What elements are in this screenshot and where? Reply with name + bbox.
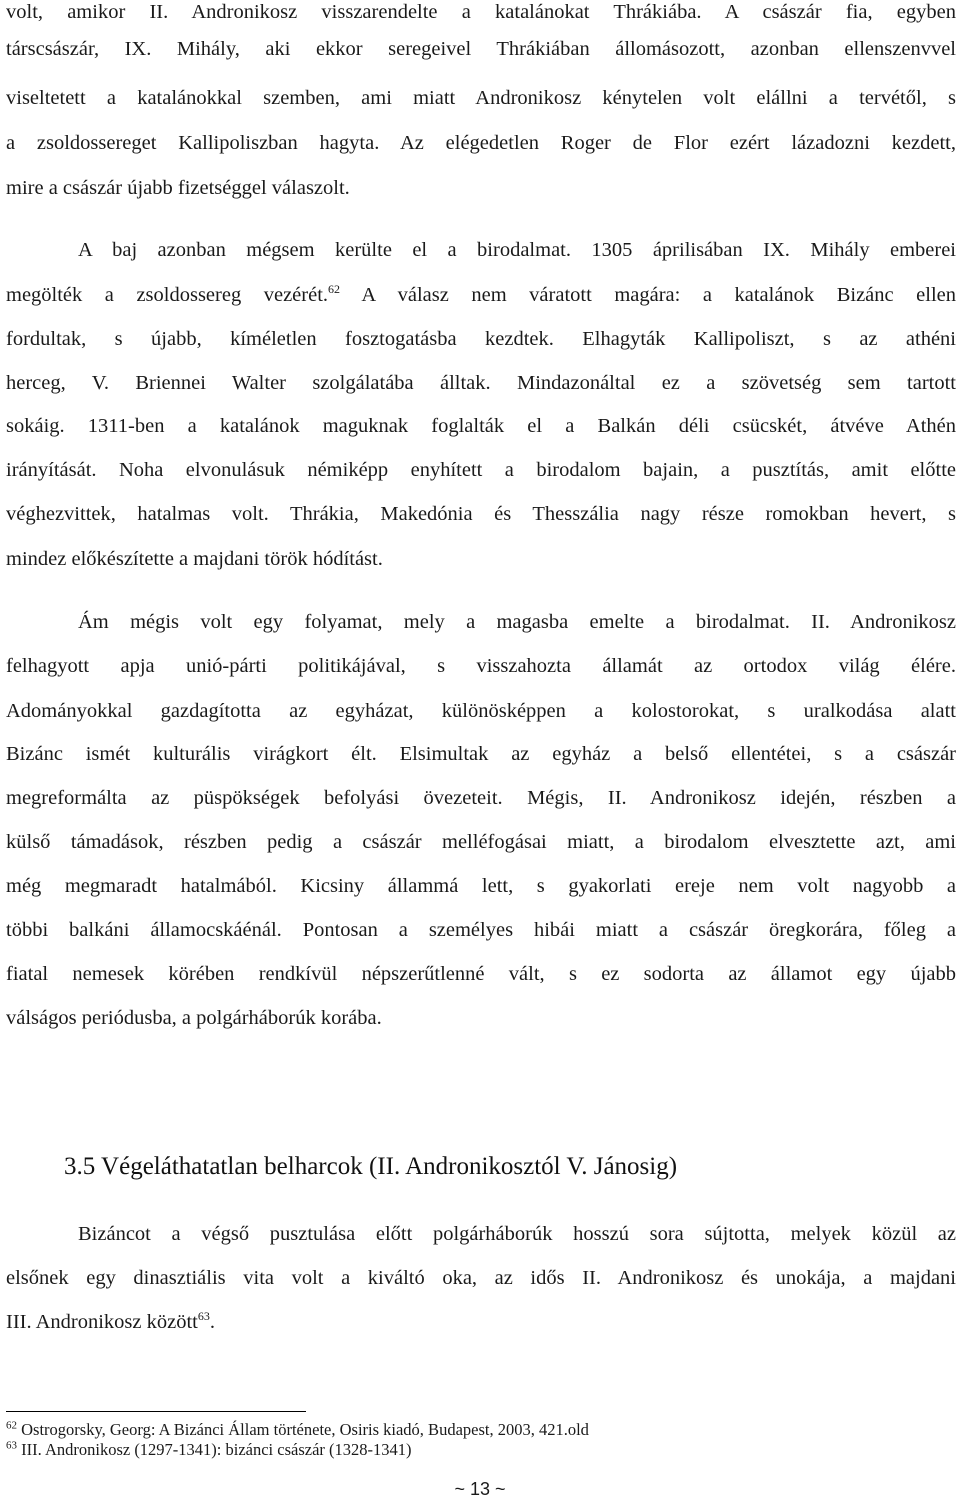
text-line: Adományokkal gazdagította az egyházat, különösképpen a kolostorokat, s uralkodása alatt <box>6 700 956 722</box>
section-heading: 3.5 Végeláthatatlan belharcok (II. Andronikosztól V. Jánosig) <box>64 1153 678 1180</box>
text-line: válságos periódusba, a polgárháborúk korába. <box>6 1007 382 1029</box>
footnote-ref-62[interactable]: 62 <box>328 282 341 297</box>
page-number: ~ 13 ~ <box>454 1479 506 1499</box>
footnote-text: III. Andronikosz (1297-1341): bizánci császár (1328-1341) <box>17 1440 412 1459</box>
footnote-62 <box>6 1420 589 1440</box>
text-line-with-footnote-ref <box>6 1310 956 1334</box>
text-line: viseltetett a katalánokkal szemben, ami miatt Andronikosz kénytelen volt elállni a tervétől, s <box>6 87 956 109</box>
text-line: volt, amikor II. Andronikosz visszarendelte a katalánokat Thrákiába. A császár fia, egyben <box>6 1 956 23</box>
text-line: elsőnek egy dinasztiális vita volt a kiváltó oka, az idős II. Andronikosz és unokája, a majdani <box>6 1267 956 1289</box>
text-span: III. Andronikosz között <box>6 1311 198 1333</box>
text-line: irányítását. Noha elvonulásuk némiképp enyhített a birodalom bajain, a pusztítás, amit előtte <box>6 459 956 481</box>
text-line: véghezvittek, hatalmas volt. Thrákia, Makedónia és Thesszália nagy része romokban hevert, s <box>6 503 956 525</box>
text-line: a zsoldossereget Kallipoliszban hagyta. Az elégedetlen Roger de Flor ezért lázadozni kezdett, <box>6 132 956 154</box>
text-line: még megmaradt hatalmából. Kicsiny állammá lett, s gyakorlati ereje nem volt nagyobb a <box>6 875 956 897</box>
text-line: A baj azonban mégsem kerülte el a birodalmat. 1305 áprilisában IX. Mihály emberei <box>78 239 956 261</box>
text-line: többi balkáni államocskáénál. Pontosan a személyes hibái miatt a császár öregkorára, főleg a <box>6 919 956 941</box>
footnote-text: Ostrogorsky, Georg: A Bizánci Állam története, Osiris kiadó, Budapest, 2003, 421.old <box>17 1420 589 1439</box>
text-line: fiatal nemesek körében rendkívül népszerűtlenné vált, s ez sodorta az államot egy újabb <box>6 963 956 985</box>
text-span: . <box>209 1311 215 1333</box>
text-span: megölték a zsoldossereg vezérét. <box>6 284 329 306</box>
text-line: fordultak, s újabb, kíméletlen fosztogatásba kezdtek. Elhagyták Kallipoliszt, s az athéni <box>6 328 956 350</box>
text-line: megreformálta az püspökségek befolyási övezeteit. Mégis, II. Andronikosz idején, részben a <box>6 787 956 809</box>
text-line: társcsászár, IX. Mihály, aki ekkor seregeivel Thrákiában állomásozott, azonban ellenszenvvel <box>6 38 956 60</box>
text-line: herceg, V. Briennei Walter szolgálatába álltak. Mindazonáltal ez a szövetség sem tartott <box>6 372 956 394</box>
text-line: Bizánc ismét kulturális virágkort élt. Elsimultak az egyház a belső ellentétei, s a császár <box>6 743 956 765</box>
text-line: sokáig. 1311-ben a katalánok maguknak foglalták el a Balkán déli csücskét, átvéve Athén <box>6 415 956 437</box>
text-span: A válasz nem váratott magára: a katalánok Bizánc ellen <box>340 284 956 306</box>
text-line: felhagyott apja unió-párti politikájával, s visszahozta államát az ortodox világ élére. <box>6 655 956 677</box>
footnote-ref-63[interactable]: 63 <box>197 1309 210 1324</box>
text-line: Ám mégis volt egy folyamat, mely a magasba emelte a birodalmat. II. Andronikosz <box>78 611 956 633</box>
footnote-63 <box>6 1440 412 1460</box>
text-line: Bizáncot a végső pusztulása előtt polgárháborúk hosszú sora sújtotta, melyek közül az <box>78 1223 956 1245</box>
footnote-number: 62 <box>6 1419 17 1432</box>
text-line: mire a császár újabb fizetséggel válaszolt. <box>6 177 350 199</box>
footnote-separator <box>6 1411 306 1412</box>
text-line: külső támadások, részben pedig a császár melléfogásai miatt, a birodalom elvesztette azt, ami <box>6 831 956 853</box>
text-line: mindez előkészítette a majdani török hódítást. <box>6 548 383 570</box>
text-line-with-footnote-ref <box>6 283 956 307</box>
footnote-number: 63 <box>6 1439 17 1452</box>
